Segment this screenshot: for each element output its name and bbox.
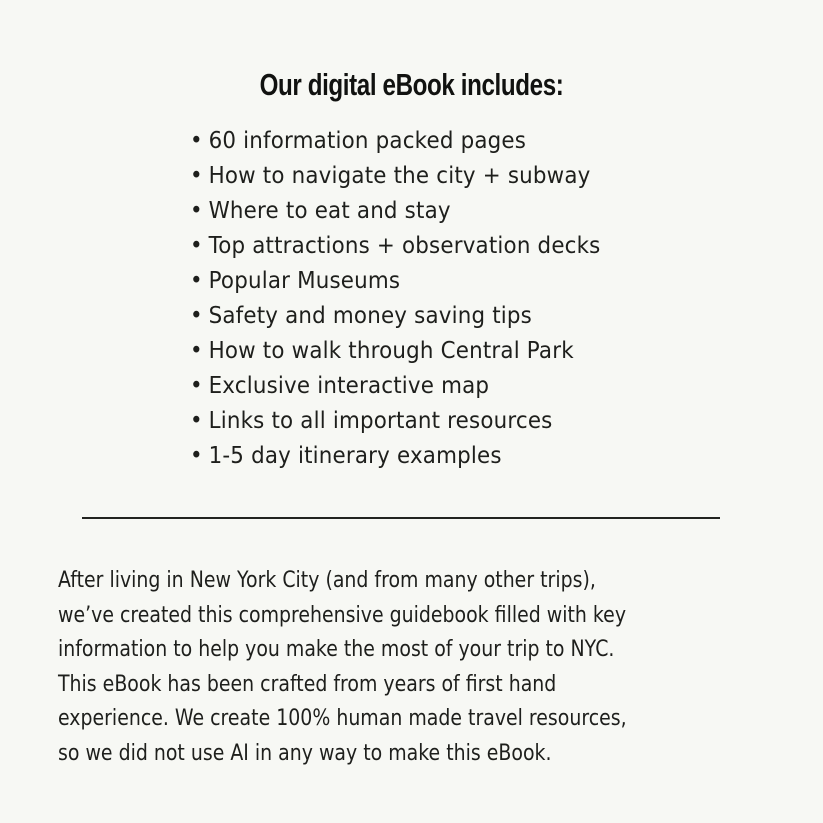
page-title: Our digital eBook includes: bbox=[259, 66, 564, 102]
bullet-icon: • bbox=[190, 163, 203, 189]
feature-item bbox=[190, 264, 601, 299]
description-line: so we did not use AI in any way to make this eBook. bbox=[58, 740, 552, 766]
feature-item bbox=[190, 124, 601, 159]
bullet-icon: • bbox=[190, 338, 203, 364]
feature-text: Where to eat and stay bbox=[208, 198, 451, 224]
feature-text: 1-5 day itinerary examples bbox=[208, 443, 502, 469]
feature-text: How to walk through Central Park bbox=[208, 338, 574, 364]
feature-text: 60 information packed pages bbox=[208, 128, 527, 154]
feature-item bbox=[190, 439, 601, 474]
description-line: This eBook has been crafted from years of first hand bbox=[58, 671, 557, 697]
bullet-icon: • bbox=[190, 233, 203, 259]
feature-text: Popular Museums bbox=[208, 268, 401, 294]
feature-item bbox=[190, 229, 601, 264]
bullet-icon: • bbox=[190, 303, 203, 329]
feature-text: Links to all important resources bbox=[208, 408, 553, 434]
bullet-icon: • bbox=[190, 373, 203, 399]
description-line: experience. We create 100% human made travel resources, bbox=[58, 706, 627, 732]
feature-item bbox=[190, 404, 601, 439]
feature-item bbox=[190, 299, 601, 334]
divider bbox=[82, 517, 720, 519]
bullet-icon: • bbox=[190, 128, 203, 154]
bullet-icon: • bbox=[190, 198, 203, 224]
feature-item bbox=[190, 194, 601, 229]
bullet-icon: • bbox=[190, 443, 203, 469]
feature-item bbox=[190, 334, 601, 369]
feature-text: Exclusive interactive map bbox=[208, 373, 490, 399]
description-line: After living in New York City (and from many other trips), bbox=[58, 568, 596, 593]
feature-list bbox=[190, 124, 631, 474]
bullet-icon: • bbox=[190, 408, 203, 434]
feature-text: How to navigate the city + subway bbox=[208, 163, 591, 189]
feature-item bbox=[190, 159, 601, 194]
description-line: information to help you make the most of your trip to NYC. bbox=[58, 637, 615, 663]
feature-text: Top attractions + observation decks bbox=[208, 233, 601, 259]
description-line: we’ve created this comprehensive guidebook filled with key bbox=[58, 602, 627, 628]
bullet-icon: • bbox=[190, 268, 203, 294]
feature-text: Safety and money saving tips bbox=[208, 303, 533, 329]
description-paragraph bbox=[58, 564, 798, 772]
feature-item bbox=[190, 369, 601, 404]
